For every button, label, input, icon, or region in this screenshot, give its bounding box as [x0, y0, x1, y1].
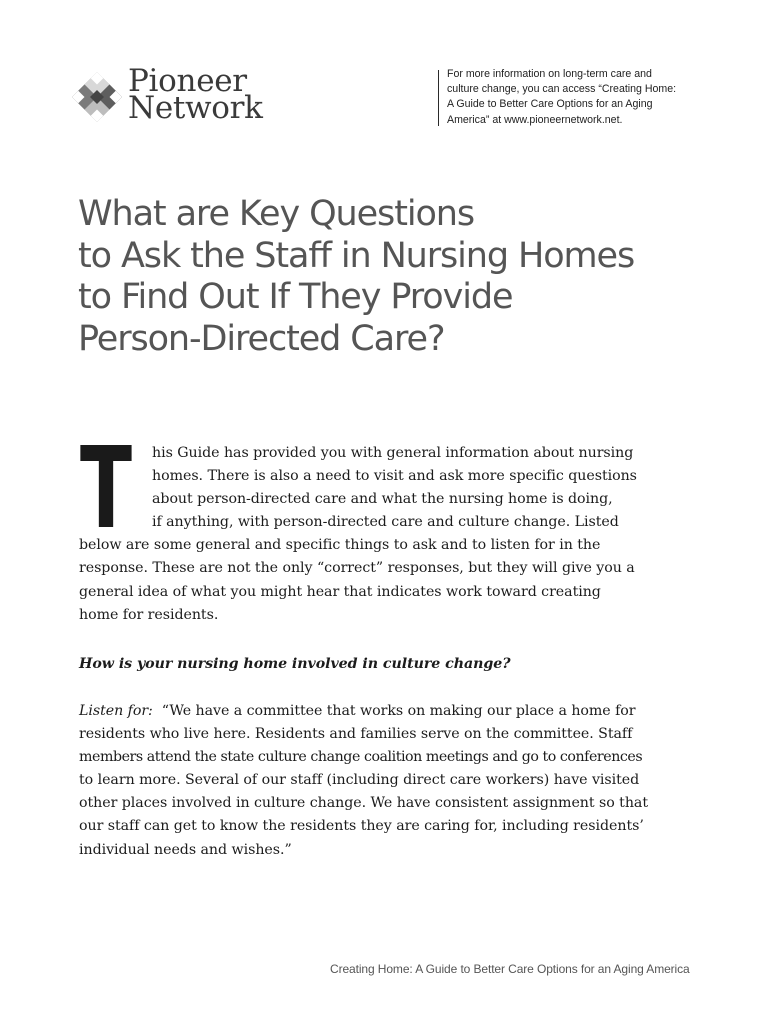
info-divider — [438, 70, 439, 126]
info-line: For more information on long-term care and — [447, 68, 652, 80]
answer-line: other places involved in culture change. We have consistent assignment so that — [79, 795, 648, 812]
title-line: What are Key Questions — [78, 194, 474, 234]
answer-line: members attend the state culture change coalition meetings and go to conferences — [79, 749, 643, 766]
info-note — [447, 67, 737, 128]
info-line: culture change, you can access “Creating Home: — [447, 83, 677, 96]
title-line: to Ask the Staff in Nursing Homes — [78, 235, 635, 276]
answer-line: individual needs and wishes.” — [79, 841, 292, 858]
answer-line: residents who live here. Residents and families serve on the committee. Staff — [79, 726, 633, 743]
title-line: to Find Out If They Provide — [78, 277, 513, 317]
info-line: America” at www.pioneernetwork.net. — [447, 113, 623, 126]
listen-for-label: Listen for: — [79, 703, 153, 719]
info-line: A Guide to Better Care Options for an Aging — [447, 98, 653, 111]
intro-line: general idea of what you might hear that indicates work toward creating — [79, 583, 601, 600]
intro-line: if anything, with person-directed care and culture change. Listed — [152, 514, 619, 531]
intro-line: home for residents. — [79, 606, 219, 623]
intro-line: his Guide has provided you with general information about nursing — [152, 445, 634, 461]
page-title — [78, 194, 758, 360]
answer-line: our staff can get to know the residents they are caring for, including residents’ — [79, 818, 644, 835]
answer-paragraph — [79, 700, 699, 862]
answer-line: “We have a committee that works on making our place a home for — [161, 703, 636, 719]
answer-first-line — [79, 700, 699, 723]
intro-line: below are some general and specific things to ask and to listen for in the — [79, 537, 601, 554]
intro-paragraph — [79, 442, 699, 627]
answer-line: to learn more. Several of our staff (including direct care workers) have visited — [79, 772, 640, 789]
quilt-diamond-icon — [72, 72, 122, 122]
question-heading — [79, 653, 699, 676]
logo-line-2: Network — [128, 90, 263, 126]
intro-line: response. These are not the only “correct” responses, but they will give you a — [79, 560, 635, 577]
page-footer: Creating Home: A Guide to Better Care Options for an Aging America — [330, 962, 690, 976]
question-text: How is your nursing home involved in culture change? — [79, 656, 511, 672]
logo-wordmark — [128, 63, 263, 126]
title-line: Person-Directed Care? — [78, 318, 445, 359]
intro-line: homes. There is also a need to visit and ask more specific questions — [152, 468, 637, 485]
intro-line: about person-directed care and what the nursing home is doing, — [152, 491, 613, 508]
drop-cap-letter: T — [80, 424, 132, 554]
logo-line-1: Pioneer — [128, 63, 247, 99]
pioneer-network-logo — [72, 63, 263, 134]
